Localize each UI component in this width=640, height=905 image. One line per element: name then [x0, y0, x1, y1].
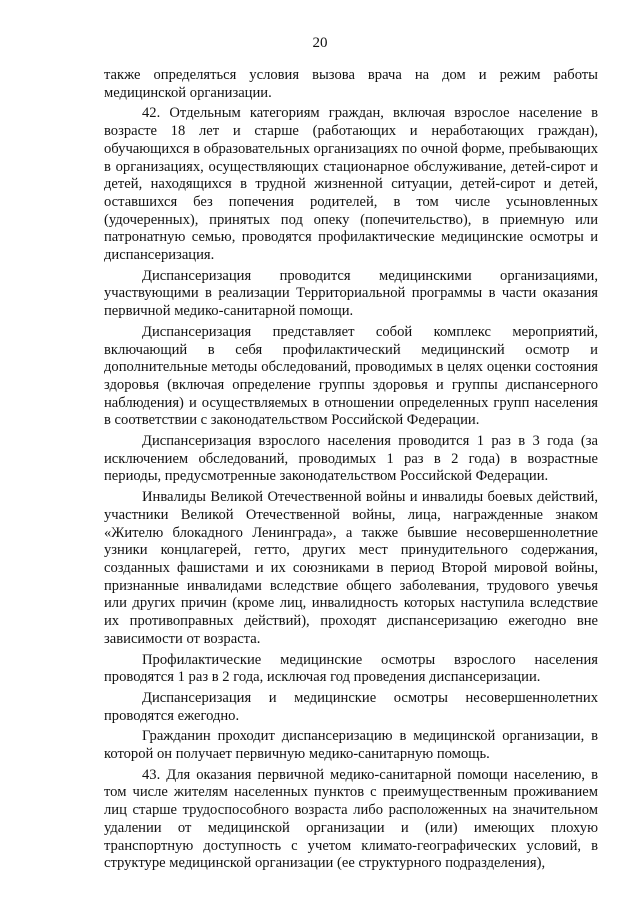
page-number: 20	[312, 35, 328, 51]
paragraph-veterans: Инвалиды Великой Отечественной войны и инвалиды боевых действий, участники Великой Отечественной войны, лица, награжденные знаком «Жителю блокадного Ленинграда», а также бывшие несовершеннолетние узники концлагерей, гетто, других мест принудительного содержания, созданных фашистами и их союзниками в период Второй мировой войны, признанные инвалидами вследствие общего заболевания, трудового увечья или других причин (кроме лиц, инвалидность которых наступила вследствие их противоправных действий), проходят диспансеризацию ежегодно вне зависимости от возраста.	[104, 489, 598, 647]
paragraph-preventive-exams: Профилактические медицинские осмотры взрослого населения проводятся 1 раз в 2 года, исключая год проведения диспансеризации.	[104, 651, 598, 686]
paragraph-continuation: также определяться условия вызова врача на дом и режим работы медицинской организации.	[104, 67, 598, 101]
paragraph-item-42: 42. Отдельным категориям граждан, включая взрослое население в возрасте 18 лет и старше (работающих и неработающих граждан), обучающихся в образовательных организациях по очной форме, пребывающих в организациях, осуществляющих стационарное обслуживание, детей-сирот и детей, находящихся в трудной жизненной ситуации, детей-сирот и детей, оставшихся без попечения родителей, в том числе усыновленных (удочеренных), принятых под опеку (попечительство), в приемную или патронатную семью, проводятся профилактические медицинские осмотры и диспансеризация.	[104, 105, 598, 264]
paragraph-dispensary-organizations: Диспансеризация проводится медицинскими организациями, участвующими в реализации Территориальной программы в части оказания первичной медико-санитарной помощи.	[104, 267, 598, 320]
paragraph-dispensary-definition: Диспансеризация представляет собой комплекс мероприятий, включающий в себя профилактический медицинский осмотр и дополнительные методы обследований, проводимых в целях оценки состояния здоровья (включая определение группы здоровья и группы диспансерного наблюдения) и осуществляемых в отношении определенных групп населения в соответствии с законодательством Российской Федерации.	[104, 323, 598, 429]
document-body	[104, 67, 598, 876]
paragraph-item-43: 43. Для оказания первичной медико-санитарной помощи населению, в том числе жителям населенных пунктов с преимущественным проживанием лиц старше трудоспособного возраста либо расположенных на значительном удалении от медицинской организации и (или) имеющих плохую транспортную доступность с учетом климато-географических условий, в структуре медицинской организации (ее структурного подразделения),	[104, 766, 598, 872]
paragraph-minors: Диспансеризация и медицинские осмотры несовершеннолетних проводятся ежегодно.	[104, 689, 598, 724]
paragraph-dispensary-frequency: Диспансеризация взрослого населения проводится 1 раз в 3 года (за исключением обследований, проводимых 1 раз в 2 года) в возрастные периоды, предусмотренные законодательством Российской Федерации.	[104, 433, 598, 485]
paragraph-citizen-dispensary: Гражданин проходит диспансеризацию в медицинской организации, в которой он получает первичную медико-санитарную помощь.	[104, 728, 598, 763]
